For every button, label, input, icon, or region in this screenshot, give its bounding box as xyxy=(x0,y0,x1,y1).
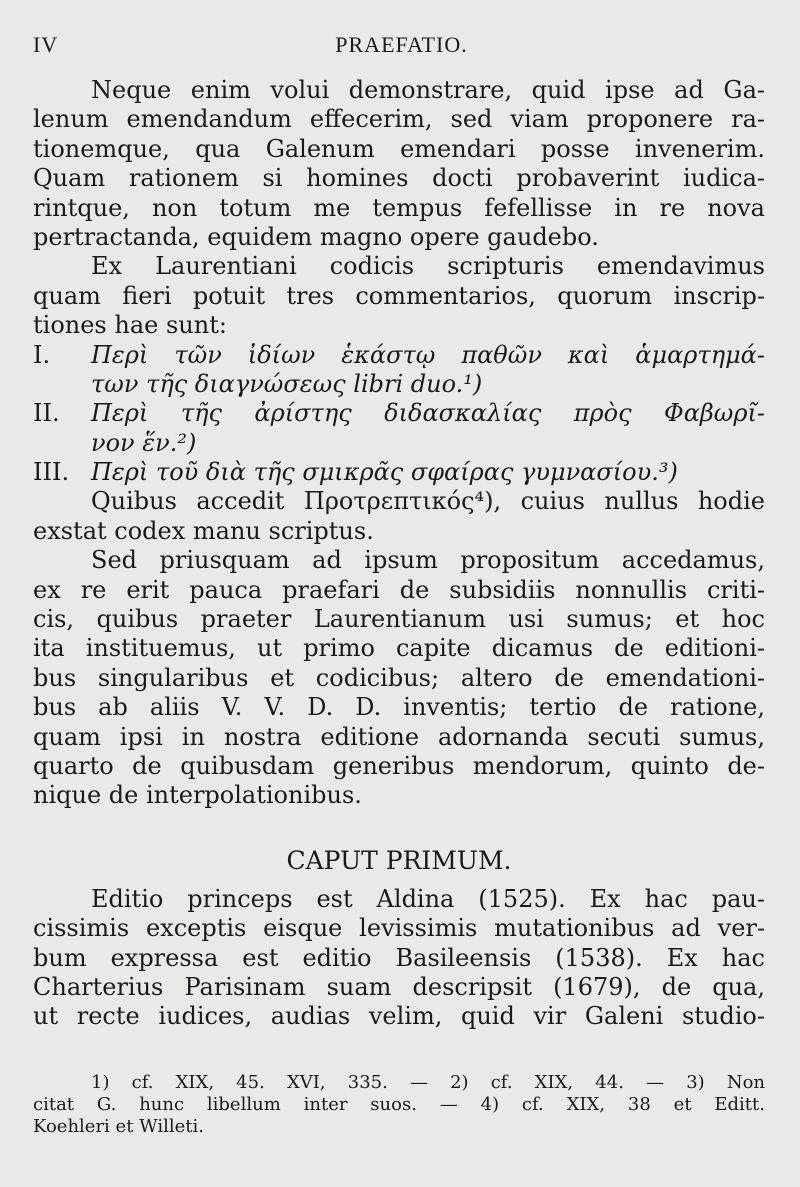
text-line: Editio princeps est Aldina (1525). Ex hac pau- xyxy=(91,884,765,913)
text-line: Charterius Parisinam suam descripsit (1679), de qua, xyxy=(33,972,765,1001)
text-line: rintque, non totum me tempus fefellisse in re nova xyxy=(33,193,765,222)
greek-title: Περὶ τοῦ διὰ τῆς σμικρᾶς σφαίρας γυμνασίου.³) xyxy=(91,458,678,487)
text-line: quam fieri potuit tres commentarios, quorum inscrip- xyxy=(33,281,765,310)
chapter-paragraph xyxy=(33,885,765,1032)
text-line: tionemque, qua Galenum emendari posse invenerim. xyxy=(33,134,765,163)
text-line: pertractanda, equidem magno opere gaudebo. xyxy=(33,222,599,251)
paragraph-3 xyxy=(33,487,765,546)
text-line: cissimis exceptis eisque levissimis mutationibus ad ver- xyxy=(33,914,765,943)
text-line: tiones hae sunt: xyxy=(33,311,227,340)
text-line: bum expressa est editio Basileensis (1538). Ex hac xyxy=(33,943,765,972)
text-line: bus ab aliis V. V. D. D. inventis; tertio de ratione, xyxy=(33,693,765,722)
list-number: II. xyxy=(33,399,60,428)
footnote-line: Koehleri et Willeti. xyxy=(33,1116,204,1137)
footnote-line: citat G. hunc libellum inter suos. — 4) cf. XIX, 38 et Editt. xyxy=(33,1094,765,1115)
chapter-heading: CAPUT PRIMUM. xyxy=(286,845,512,875)
greek-title-cont: νον ἕν.²) xyxy=(91,428,197,457)
paragraph-4 xyxy=(33,546,765,811)
title-list xyxy=(33,341,765,488)
text-line: Quam rationem si homines docti probaverint iudica- xyxy=(33,164,765,193)
list-item xyxy=(33,458,765,487)
text-line: bus singularibus et codicibus; altero de emendationi- xyxy=(33,663,765,692)
paragraph-1 xyxy=(33,76,765,252)
list-number: I. xyxy=(33,340,51,369)
greek-title: Περὶ τῆς ἀρίστης διδασκαλίας πρὸς Φαβωρῖ- xyxy=(91,399,765,428)
greek-title-cont: των τῆς διαγνώσεως libri duo.¹) xyxy=(91,369,483,398)
page-number: IV xyxy=(33,32,59,57)
list-item xyxy=(33,399,765,428)
main-text xyxy=(33,76,765,1032)
running-header xyxy=(33,32,770,58)
text-line: cis, quibus praeter Laurentianum usi sumus; et hoc xyxy=(33,605,765,634)
running-title: PRAEFATIO. xyxy=(335,32,468,57)
footnotes xyxy=(33,1072,765,1138)
text-line: nique de interpolationibus. xyxy=(33,781,362,810)
text-line: Quibus accedit Προτρεπτικός⁴), cuius nullus hodie xyxy=(91,487,765,516)
text-line: ita instituemus, ut primo capite dicamus de editioni- xyxy=(33,634,765,663)
text-line: ut recte iudices, audias velim, quid vir Galeni studio- xyxy=(33,1002,765,1031)
text-line: Neque enim volui demonstrare, quid ipse ad Ga- xyxy=(91,76,765,104)
list-number: III. xyxy=(33,458,70,487)
text-line: Ex Laurentiani codicis scripturis emendavimus xyxy=(91,252,765,281)
footnote-line: 1) cf. XIX, 45. XVI, 335. — 2) cf. XIX, 44. — 3) Non xyxy=(91,1072,765,1093)
text-line: Sed priusquam ad ipsum propositum accedamus, xyxy=(91,546,765,575)
list-item xyxy=(33,341,765,370)
text-line: lenum emendandum effecerim, sed viam proponere ra- xyxy=(33,105,765,134)
text-line: quarto de quibusdam generibus mendorum, quinto de- xyxy=(33,751,765,780)
greek-title: Περὶ τῶν ἰδίων ἑκάστῳ παθῶν καὶ ἁμαρτημά- xyxy=(91,340,765,369)
text-line: ex re erit pauca praefari de subsidiis nonnullis criti- xyxy=(33,575,765,604)
text-line: quam ipsi in nostra editione adornanda secuti sumus, xyxy=(33,722,765,751)
text-line: exstat codex manu scriptus. xyxy=(33,516,374,545)
paragraph-2 xyxy=(33,252,765,340)
